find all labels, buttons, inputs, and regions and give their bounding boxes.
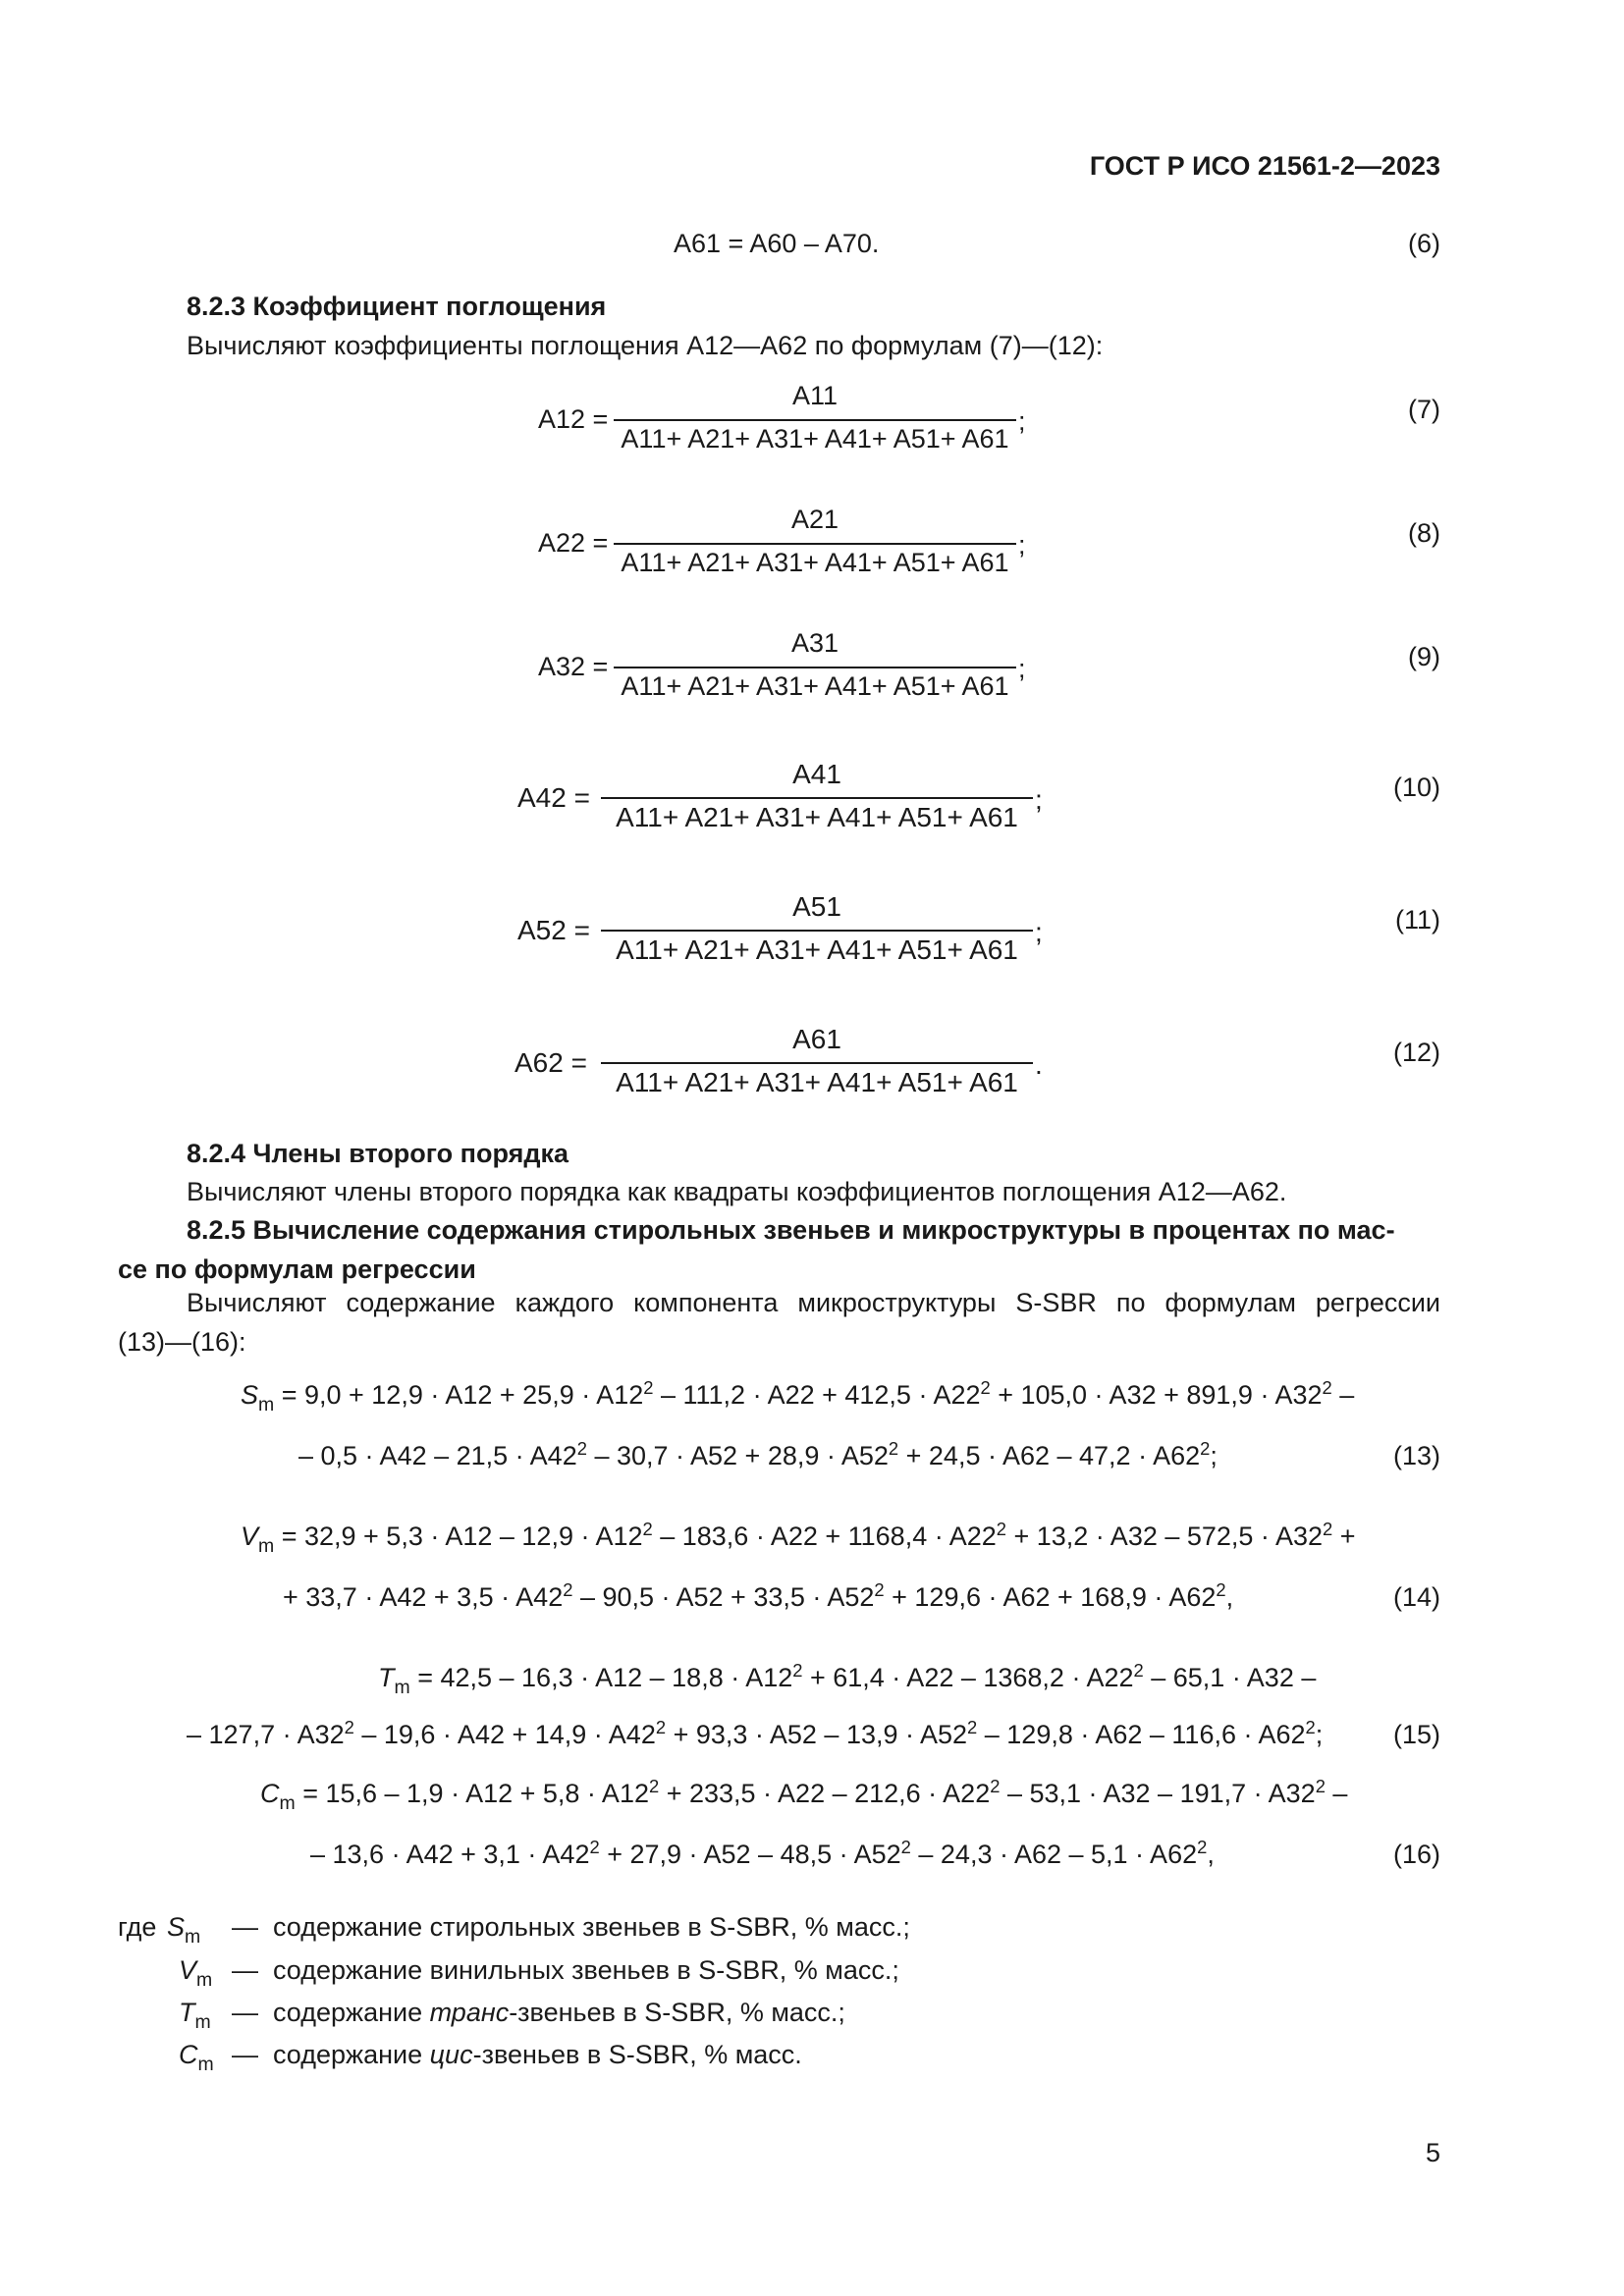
section-8-2-3-heading: 8.2.3 Коэффициент поглощения (187, 292, 607, 321)
section-8-2-4-heading: 8.2.4 Члены второго порядка (187, 1139, 569, 1168)
equation-number: (11) (1394, 905, 1440, 934)
fraction-denominator: A11+ A21+ A31+ A41+ A51+ A61 (621, 424, 1009, 454)
fraction-terminator: ; (1018, 406, 1026, 436)
fraction-bar (601, 930, 1033, 932)
equation-14-number: (14) (1392, 1582, 1440, 1612)
fraction-lhs: A22 = (538, 528, 609, 558)
equation-13-line1: $S_m = 9,0 + 12,9 \cdot A12 + 25,9 \cdot A12^2 - 111,2 \cdot A22 + 412,5 \cdot A22^2 + 105,0 \cdot A32 + 891,9 \cdot A32^2$ – (241, 1376, 1355, 1415)
eq13-rhs1: = $9,0 + 12,9 \cdot A12 + 25,9 \cdot A12^2 - 111,2 \cdot A22 + 412,5 \cdot A22^2 + 105,0 \cdot A32 + 891,9 \cdot A32^2$ – (274, 1376, 1355, 1410)
fraction-denominator: A11+ A21+ A31+ A41+ A51+ A61 (616, 934, 1018, 965)
legend-C-description: содержание цис-звеньев в S-SBR, % масс. (273, 2040, 802, 2069)
equation-number: (7) (1408, 395, 1440, 424)
equation-16-line2: – $13,6 \cdot A42 + 3,1 \cdot A42^2 + 27,9 \cdot A52 - 48,5 \cdot A52^2 - 24,3 \cdot A62 - 5,1 \cdot A62^2$, (310, 1836, 1215, 1869)
equation-14-line2: + $33,7 \cdot A42 + 3,5 \cdot A42^2 - 90,5 \cdot A52 + 33,5 \cdot A52^2 + 129,6 \cdot A62 + 168,9 \cdot A62^2$, (283, 1578, 1234, 1612)
equation-13-number: (13) (1392, 1441, 1440, 1470)
equation-15-line2: – $127,7 \cdot A32^2 - 19,6 \cdot A42 + 14,9 \cdot A42^2 + 93,3 \cdot A52 - 13,9 \cdot A52^2 - 129,8 \cdot A62 - 116,6 \cdot A62^2$; (187, 1716, 1324, 1749)
fraction-bar (601, 797, 1033, 799)
legend-where: где (118, 1912, 157, 1942)
fraction-lhs: A32 = (538, 652, 609, 681)
section-8-2-5-heading-line1: 8.2.5 Вычисление содержания стирольных звеньев и микроструктуры в процентах по мас- (187, 1215, 1395, 1245)
fraction-terminator: ; (1035, 784, 1043, 815)
fraction-bar (614, 419, 1016, 421)
equation-number: (10) (1392, 773, 1440, 802)
fraction-numerator: A61 (792, 1024, 841, 1054)
fraction-numerator: A21 (790, 505, 839, 534)
section-8-2-5-heading-line2: се по формулам регрессии (118, 1255, 476, 1284)
equation-13-line2: – $0,5 \cdot A42 - 21,5 \cdot A42^2 - 30,7 \cdot A52 + 28,9 \cdot A52^2 + 24,5 \cdot A62 - 47,2 \cdot A62^2$; (298, 1437, 1218, 1470)
fraction-terminator: . (1035, 1049, 1043, 1080)
fraction-lhs: A62 = (514, 1047, 587, 1078)
legend-dash: — (232, 1912, 258, 1942)
fraction-bar (614, 543, 1016, 545)
equation-number: (9) (1408, 642, 1440, 671)
fraction-bar (601, 1062, 1033, 1064)
fraction-denominator: A11+ A21+ A31+ A41+ A51+ A61 (621, 671, 1009, 701)
legend-dash: — (232, 1955, 258, 1985)
fraction-lhs: A52 = (517, 915, 590, 945)
legend-V-description: содержание винильных звеньев в S-SBR, % масс.; (273, 1955, 899, 1985)
fraction-denominator: A11+ A21+ A31+ A41+ A51+ A61 (616, 802, 1018, 832)
fraction-numerator: A41 (792, 759, 841, 789)
equation-14-line1: $V_m = 32,9 + 5,3 \cdot A12 - 12,9 \cdot A12^2 - 183,6 \cdot A22 + 1168,4 \cdot A22^2 + 13,2 \cdot A32 - 572,5 \cdot A32^2$ + (241, 1518, 1356, 1557)
legend-dash: — (232, 1998, 258, 2027)
legend-symbol-V: $V_m$ (179, 1955, 213, 1991)
page-number: 5 (1425, 2138, 1440, 2167)
legend-symbol-T: $T_m$ (179, 1998, 211, 2033)
section-8-2-4-text: Вычисляют члены второго порядка как квадраты коэффициентов поглощения A12—A62. (187, 1177, 1287, 1206)
section-8-2-3-intro: Вычисляют коэффициенты поглощения A12—A62 по формулам (7)—(12): (187, 331, 1104, 360)
legend-symbol-S: $S_m$ (167, 1912, 201, 1948)
document-id: ГОСТ Р ИСО 21561-2—2023 (1089, 151, 1440, 181)
fraction-lhs: A42 = (517, 782, 590, 813)
fraction-numerator: A11 (791, 381, 839, 410)
legend-symbol-C: $C_m$ (179, 2040, 214, 2075)
legend-T-description: содержание транс-звеньев в S-SBR, % масс.; (273, 1998, 845, 2027)
fraction-terminator: ; (1035, 917, 1043, 947)
equation-6: A61 = A60 – A70. (674, 229, 880, 258)
equation-16-number: (16) (1392, 1840, 1440, 1869)
fraction-numerator: A51 (792, 891, 841, 922)
fraction-bar (614, 667, 1016, 668)
section-8-2-5-intro-line1: Вычисляют содержание каждого компонента микроструктуры S-SBR по формулам регрессии (187, 1288, 1440, 1317)
equation-16-line1: $C_m = 15,6 - 1,9 \cdot A12 + 5,8 \cdot A12^2 + 233,5 \cdot A22 - 212,6 \cdot A22^2 - 53,1 \cdot A32 - 191,7 \cdot A32^2$ – (260, 1775, 1348, 1814)
equation-6-number: (6) (1408, 229, 1440, 258)
fraction-denominator: A11+ A21+ A31+ A41+ A51+ A61 (616, 1067, 1018, 1097)
section-8-2-5-intro-line2: (13)—(16): (118, 1327, 246, 1357)
legend-dash: — (232, 2040, 258, 2069)
fraction-lhs: A12 = (538, 404, 609, 434)
equation-number: (8) (1408, 518, 1440, 548)
fraction-denominator: A11+ A21+ A31+ A41+ A51+ A61 (621, 548, 1009, 577)
equation-15-line1: $T_m = 42,5 - 16,3 \cdot A12 - 18,8 \cdot A12^2 + 61,4 \cdot A22 - 1368,2 \cdot A22^2 - 65,1 \cdot A32$ – (378, 1659, 1317, 1698)
fraction-terminator: ; (1018, 530, 1026, 560)
legend-S-description: содержание стирольных звеньев в S-SBR, % масс.; (273, 1912, 910, 1942)
fraction-numerator: A31 (790, 628, 839, 658)
equation-number: (12) (1392, 1038, 1440, 1067)
equation-15-number: (15) (1392, 1720, 1440, 1749)
fraction-terminator: ; (1018, 654, 1026, 683)
